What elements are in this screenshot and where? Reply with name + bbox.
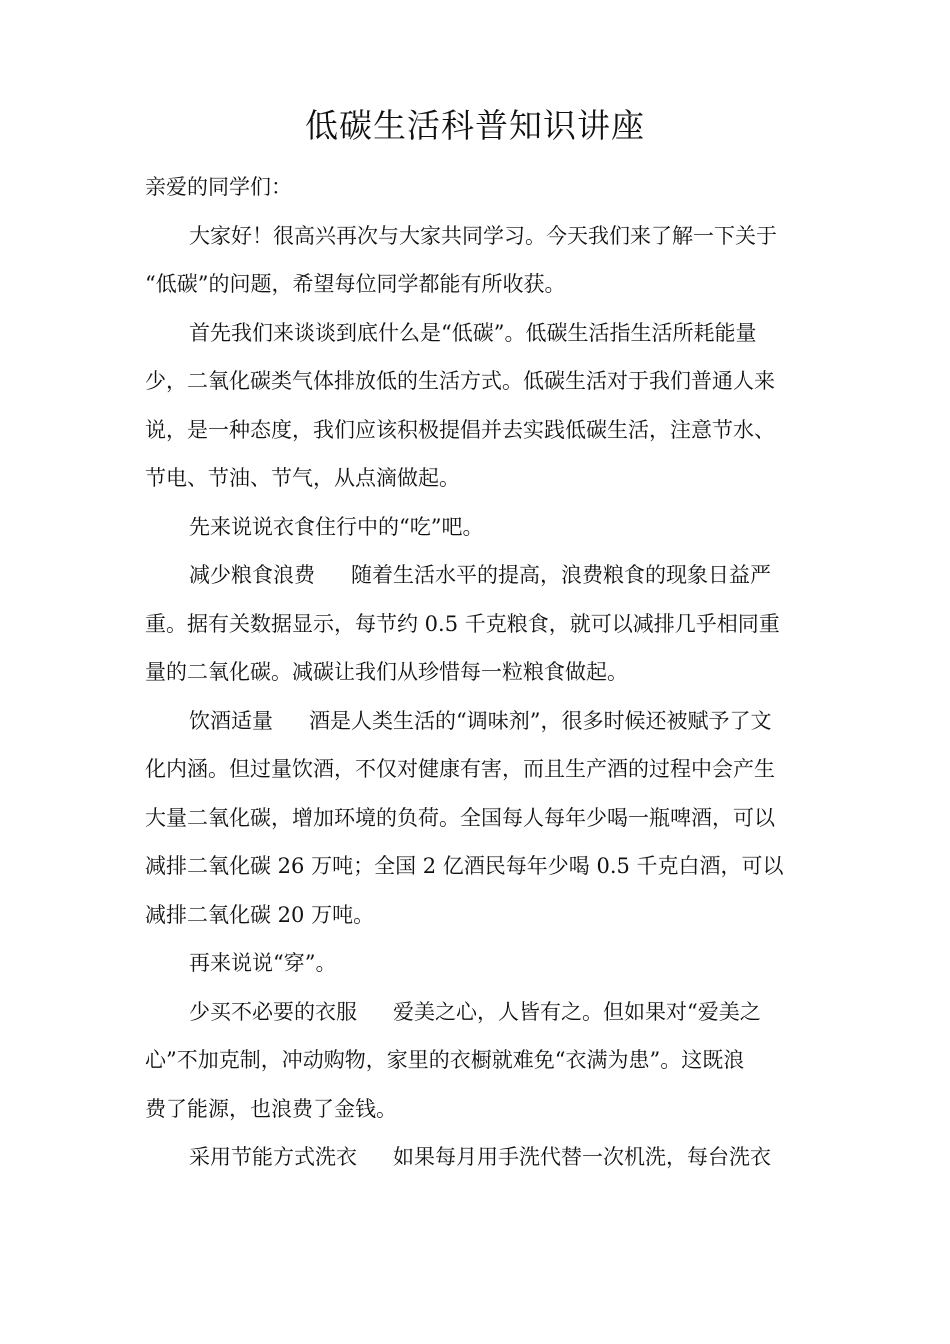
paragraph-line: “低碳”的问题，希望每位同学都能有所收获。 [145,272,566,296]
section-heading: 采用节能方式洗衣 [189,1145,357,1169]
paragraph-line: 先来说说衣食住行中的“吃”吧。 [189,514,484,539]
section-text: 爱美之心，人皆有之。但如果对“爱美之 [393,999,761,1024]
paragraph-line: 心”不加克制，冲动购物，家里的衣橱就难免“衣满为患”。这既浪 [145,1048,745,1072]
paragraph-line: 大家好！很高兴再次与大家共同学习。今天我们来了解一下关于 [189,223,777,248]
section-line [145,551,807,600]
section-heading: 减少粮食浪费 [189,563,315,587]
section-text: 如果每月用手洗代替一次机洗，每台洗衣 [393,1145,771,1169]
section-line [145,1133,807,1182]
paragraph-line: 再来说说“穿”。 [189,951,337,975]
paragraph-line: 化内涵。但过量饮酒，不仅对健康有害，而且生产酒的过程中会产生 [145,757,775,781]
section-line [145,697,807,746]
paragraph-line: 说，是一种态度，我们应该积极提倡并去实践低碳生活，注意节水、 [145,417,775,442]
document-body [145,163,807,1182]
section-line [145,988,807,1037]
section-heading: 饮酒适量 [189,708,273,733]
paragraph-line: 量的二氧化碳。减碳让我们从珍惜每一粒粮食做起。 [145,660,628,684]
section-text: 随着生活水平的提高，浪费粮食的现象日益严 [351,563,771,587]
paragraph-line: 少，二氧化碳类气体排放低的生活方式。低碳生活对于我们普通人来 [145,369,775,393]
paragraph-line: 重。据有关数据显示，每节约 0.5 千克粮食，就可以减排几乎相同重 [145,611,780,636]
document-title: 低碳生活科普知识讲座 [305,106,645,145]
paragraph-line: 减排二氧化碳 26 万吨；全国 2 亿酒民每年少喝 0.5 千克白酒，可以 [145,854,784,878]
section-text: 酒是人类生活的“调味剂”，很多时候还被赋予了文 [309,708,772,733]
section-heading: 少买不必要的衣服 [189,999,357,1024]
paragraph-line: 大量二氧化碳，增加环境的负荷。全国每人每年少喝一瓶啤酒，可以 [145,805,775,830]
paragraph-line: 首先我们来谈谈到底什么是“低碳”。低碳生活指生活所耗能量 [189,320,757,345]
paragraph-line: 减排二氧化碳 20 万吨。 [145,902,375,927]
salutation-line: 亲爱的同学们： [145,175,292,199]
paragraph-line: 费了能源，也浪费了金钱。 [145,1096,397,1121]
paragraph-line: 节电、节油、节气，从点滴做起。 [145,466,460,490]
